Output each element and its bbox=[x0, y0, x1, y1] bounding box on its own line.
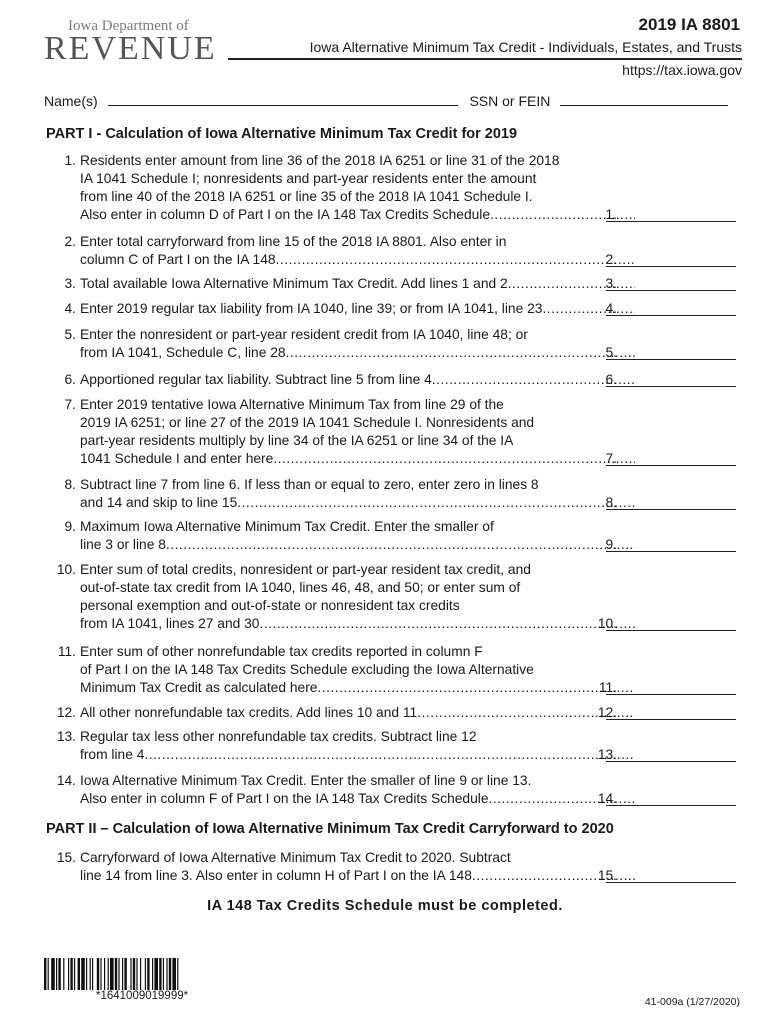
line-number: 15. bbox=[56, 850, 76, 865]
form-revision-id: 41-009a (1/27/2020) bbox=[644, 996, 740, 1008]
line-text-segment: Apportioned regular tax liability. Subtract line 5 from line 4 bbox=[80, 372, 432, 387]
line-5-amount-field[interactable] bbox=[606, 344, 736, 360]
line-text bbox=[80, 371, 635, 389]
barcode-bar bbox=[154, 958, 158, 990]
header-divider bbox=[228, 58, 742, 60]
line-text-segment: Total available Iowa Alternative Minimum Tax Credit. Add lines 1 and 2 bbox=[80, 276, 508, 291]
line-reference-number: 10. bbox=[597, 616, 617, 631]
line-3-amount-field[interactable] bbox=[606, 275, 736, 291]
line-6-amount-field[interactable] bbox=[606, 371, 736, 387]
line-8-amount-field[interactable] bbox=[606, 494, 736, 510]
line-number: 7. bbox=[64, 397, 76, 412]
barcode-bar bbox=[78, 958, 80, 990]
barcode-bar bbox=[51, 958, 55, 990]
line-number: 4. bbox=[64, 301, 76, 316]
barcode-bar bbox=[152, 958, 153, 990]
line-text-segment: and 14 and skip to line 15 bbox=[80, 495, 238, 510]
barcode-bar bbox=[115, 958, 117, 990]
line-11-amount-field[interactable] bbox=[606, 679, 736, 695]
line-text bbox=[80, 476, 635, 512]
line-text bbox=[80, 849, 635, 885]
identity-row bbox=[44, 93, 728, 109]
part1-heading: PART I - Calculation of Iowa Alternative Minimum Tax Credit for 2019 bbox=[46, 126, 518, 142]
logo-revenue-word: REVENUE bbox=[44, 30, 217, 67]
line-13-amount-field[interactable] bbox=[606, 746, 736, 762]
names-field[interactable] bbox=[108, 93, 458, 106]
barcode-bar bbox=[124, 958, 126, 990]
line-reference-number: 2. bbox=[605, 252, 617, 267]
line-text-segment: Also enter in column D of Part I on the IA 148 Tax Credits Schedule bbox=[80, 207, 491, 222]
line-text-segment: 1041 Schedule I and enter here bbox=[80, 451, 274, 466]
barcode-bar bbox=[74, 958, 75, 990]
barcode-bar bbox=[90, 958, 91, 990]
line-text-segment: from IA 1041, Schedule C, line 28 bbox=[80, 345, 286, 360]
line-reference-number: 12. bbox=[597, 705, 617, 720]
line-12-amount-field[interactable] bbox=[606, 704, 736, 720]
barcode-bar bbox=[108, 958, 109, 990]
line-text-segment: Enter sum of total credits, nonresident or part-year resident tax credit, and bbox=[80, 562, 531, 577]
barcode-bar bbox=[159, 958, 161, 990]
barcode-bar bbox=[133, 958, 135, 990]
dot-leader bbox=[276, 251, 635, 269]
barcode-bar bbox=[172, 958, 176, 990]
line-number: 1. bbox=[64, 153, 76, 168]
barcode-bar bbox=[97, 958, 99, 990]
line-reference-number: 3. bbox=[605, 276, 617, 291]
dot-leader bbox=[259, 615, 635, 633]
barcode-bar bbox=[104, 958, 105, 990]
line-text-segment: Maximum Iowa Alternative Minimum Tax Credit. Enter the smaller of bbox=[80, 519, 494, 534]
line-number: 6. bbox=[64, 372, 76, 387]
line-text-segment: Enter total carryforward from line 15 of the 2018 IA 8801. Also enter in bbox=[80, 234, 507, 249]
line-text-segment: IA 1041 Schedule I; nonresidents and part-year residents enter the amount bbox=[80, 171, 537, 186]
ssn-field[interactable] bbox=[560, 93, 728, 106]
line-number: 13. bbox=[56, 729, 76, 744]
part2-heading: PART II – Calculation of Iowa Alternative Minimum Tax Credit Carryforward to 2020 bbox=[46, 821, 614, 837]
line-reference-number: 6. bbox=[605, 372, 617, 387]
line-text-segment: column C of Part I on the IA 148 bbox=[80, 252, 276, 267]
line-text-segment: line 3 or line 8 bbox=[80, 537, 166, 552]
line-text bbox=[80, 233, 635, 269]
line-text bbox=[80, 704, 635, 722]
barcode-bar bbox=[44, 958, 46, 990]
line-number: 9. bbox=[64, 519, 76, 534]
line-text bbox=[80, 561, 635, 633]
line-reference-number: 4. bbox=[605, 301, 617, 316]
line-number: 11. bbox=[57, 644, 76, 659]
dot-leader bbox=[166, 536, 635, 554]
barcode-bar bbox=[163, 958, 164, 990]
line-text bbox=[80, 300, 635, 318]
form-url: https://tax.iowa.gov bbox=[622, 62, 742, 78]
iowa-revenue-logo bbox=[44, 18, 219, 66]
barcode-bar bbox=[118, 958, 119, 990]
line-text-segment: Enter sum of other nonrefundable tax credits reported in column F bbox=[80, 644, 483, 659]
line-text-segment: Also enter in column F of Part I on the IA 148 Tax Credits Schedule bbox=[80, 791, 489, 806]
logo-dept-name: Iowa Department of bbox=[68, 18, 189, 34]
line-number: 5. bbox=[64, 327, 76, 342]
line-text-segment: from line 4 bbox=[80, 747, 145, 762]
line-text-segment: Carryforward of Iowa Alternative Minimum Tax Credit to 2020. Subtract bbox=[80, 850, 511, 865]
barcode-bar bbox=[147, 958, 149, 990]
line-2-amount-field[interactable] bbox=[606, 251, 736, 267]
line-text-segment: Enter 2019 regular tax liability from IA 1040, line 39; or from IA 1041, line 23 bbox=[80, 301, 543, 316]
line-text bbox=[80, 518, 635, 554]
line-text bbox=[80, 396, 635, 468]
barcode-bar bbox=[58, 958, 60, 990]
line-text-segment: from IA 1041, lines 27 and 30 bbox=[80, 616, 260, 631]
dot-leader bbox=[286, 344, 635, 362]
line-text-segment: Enter the nonresident or part-year resident credit from IA 1040, line 48; or bbox=[80, 327, 528, 342]
dot-leader bbox=[144, 746, 635, 764]
line-text-segment: line 14 from line 3. Also enter in column H of Part I on the IA 148 bbox=[80, 868, 472, 883]
line-text-segment: Regular tax less other nonrefundable tax credits. Subtract line 12 bbox=[80, 729, 477, 744]
line-text-segment: 2019 IA 6251; or line 27 of the 2019 IA 1041 Schedule I. Nonresidents and bbox=[80, 415, 535, 430]
line-reference-number: 13. bbox=[597, 747, 617, 762]
barcode-bar bbox=[48, 958, 49, 990]
line-text-segment: out-of-state tax credit from IA 1040, lines 46, 48, and 50; or enter sum of bbox=[80, 580, 521, 595]
barcode-bar bbox=[166, 958, 167, 990]
line-reference-number: 1. bbox=[605, 207, 617, 222]
barcode-image bbox=[44, 958, 264, 990]
line-text bbox=[80, 326, 635, 362]
line-text-segment: personal exemption and out-of-state or nonresident tax credits bbox=[80, 598, 460, 613]
barcode-bar bbox=[92, 958, 93, 990]
barcode-bar bbox=[136, 958, 137, 990]
line-text-segment: Minimum Tax Credit as calculated here bbox=[80, 680, 318, 695]
barcode-text: *1641009019999* bbox=[96, 990, 189, 1002]
barcode-bar bbox=[63, 958, 64, 990]
barcode-bar bbox=[169, 958, 171, 990]
line-text bbox=[80, 643, 635, 697]
barcode-bar bbox=[56, 958, 57, 990]
line-text-segment: of Part I on the IA 148 Tax Credits Schedule excluding the Iowa Alternative bbox=[80, 662, 534, 677]
line-text-segment: part-year residents multiply by line 34 of the IA 6251 or line 34 of the IA bbox=[80, 433, 514, 448]
line-text-segment: Iowa Alternative Minimum Tax Credit. Enter the smaller of line 9 or line 13. bbox=[80, 773, 532, 788]
barcode-bar bbox=[130, 958, 131, 990]
line-text bbox=[80, 275, 635, 293]
line-reference-number: 8. bbox=[605, 495, 617, 510]
line-7-amount-field[interactable] bbox=[606, 450, 736, 466]
line-number: 14. bbox=[56, 773, 76, 788]
barcode-bar bbox=[100, 958, 101, 990]
line-number: 12. bbox=[56, 705, 76, 720]
line-14-amount-field[interactable] bbox=[606, 790, 736, 806]
completion-note: IA 148 Tax Credits Schedule must be completed. bbox=[207, 898, 563, 914]
line-9-amount-field[interactable] bbox=[606, 536, 736, 552]
barcode-bar bbox=[70, 958, 72, 990]
ssn-label: SSN or FEIN bbox=[469, 93, 551, 109]
line-text-segment: Subtract line 7 from line 6. If less than or equal to zero, enter zero in lines 8 bbox=[80, 477, 539, 492]
line-15-amount-field[interactable] bbox=[606, 867, 736, 883]
line-reference-number: 5. bbox=[605, 345, 617, 360]
barcode-bar bbox=[145, 958, 146, 990]
line-number: 10. bbox=[56, 562, 76, 577]
names-label: Name(s) bbox=[44, 93, 98, 109]
line-text bbox=[80, 772, 635, 808]
line-1-amount-field[interactable] bbox=[606, 206, 736, 222]
form-title: 2019 IA 8801 bbox=[638, 15, 740, 34]
line-number: 2. bbox=[64, 234, 76, 249]
line-text-segment: All other nonrefundable tax credits. Add lines 10 and 11 bbox=[80, 705, 418, 720]
barcode-bar bbox=[140, 958, 141, 990]
barcode-bar bbox=[110, 958, 114, 990]
line-text-segment: Enter 2019 tentative Iowa Alternative Minimum Tax from line 29 of the bbox=[80, 397, 504, 412]
line-text bbox=[80, 728, 635, 764]
form-subtitle: Iowa Alternative Minimum Tax Credit - Individuals, Estates, and Trusts bbox=[309, 39, 742, 55]
barcode-bar bbox=[68, 958, 69, 990]
line-reference-number: 7. bbox=[605, 451, 617, 466]
dot-leader bbox=[273, 450, 635, 468]
barcode-bar bbox=[122, 958, 123, 990]
line-text-segment: from line 40 of the 2018 IA 6251 or line 35 of the 2018 IA 1041 Schedule I. bbox=[80, 189, 533, 204]
line-reference-number: 9. bbox=[605, 537, 617, 552]
barcode-bar bbox=[81, 958, 85, 990]
line-number: 3. bbox=[64, 276, 76, 291]
line-reference-number: 14. bbox=[597, 791, 617, 806]
line-reference-number: 11. bbox=[598, 680, 617, 695]
barcode-bar bbox=[86, 958, 87, 990]
line-text bbox=[80, 152, 635, 224]
line-4-amount-field[interactable] bbox=[606, 300, 736, 316]
line-10-amount-field[interactable] bbox=[606, 615, 736, 631]
line-reference-number: 15. bbox=[597, 868, 617, 883]
dot-leader bbox=[237, 494, 635, 512]
line-text-segment: Residents enter amount from line 36 of the 2018 IA 6251 or line 31 of the 2018 bbox=[80, 153, 560, 168]
line-number: 8. bbox=[64, 477, 76, 492]
barcode-bar bbox=[177, 958, 178, 990]
